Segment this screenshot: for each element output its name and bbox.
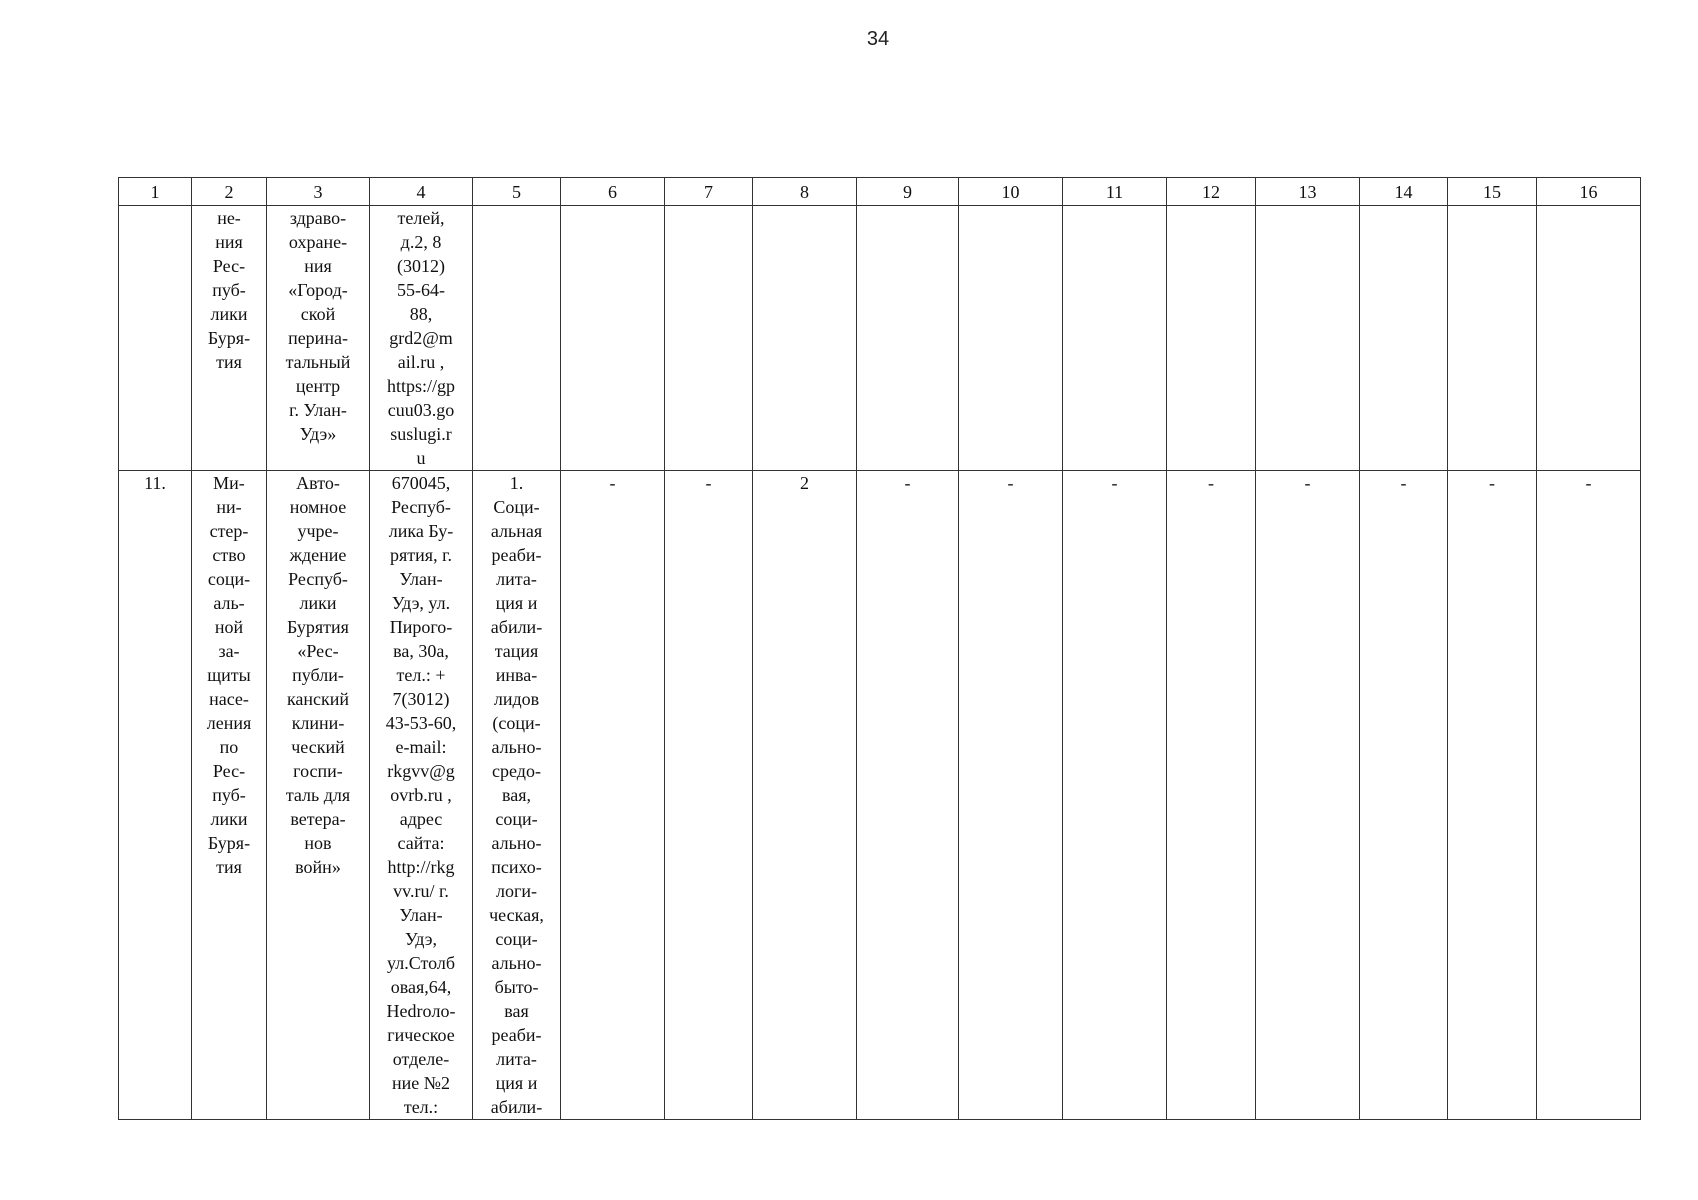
column-number-cell: 8 xyxy=(753,178,857,206)
column-number-cell: 7 xyxy=(665,178,753,206)
table-cell xyxy=(665,206,753,471)
table-cell: - xyxy=(857,471,959,1120)
table-cell xyxy=(1360,206,1448,471)
column-number-cell: 9 xyxy=(857,178,959,206)
page-number: 34 xyxy=(866,28,890,50)
table-cell xyxy=(1448,206,1537,471)
table-cell: - xyxy=(1167,471,1256,1120)
table-cell: - xyxy=(959,471,1063,1120)
column-number-cell: 13 xyxy=(1256,178,1360,206)
column-number-cell: 16 xyxy=(1537,178,1641,206)
table-cell: - xyxy=(1063,471,1167,1120)
column-number-cell: 6 xyxy=(561,178,665,206)
table-cell: 1. Соци- альная реаби- лита- ция и абили- тация инва- лидов (соци- ально- средо- вая, соци- ально- психо- логи- ческая, соци- ально- быто- вая реаби- лита- ция и абили- xyxy=(473,471,561,1120)
column-number-cell: 1 xyxy=(119,178,192,206)
table-cell: - xyxy=(1537,471,1641,1120)
table-header-row xyxy=(119,178,1641,206)
table-cell: - xyxy=(1360,471,1448,1120)
table-cell xyxy=(1063,206,1167,471)
table-row xyxy=(119,206,1641,471)
table-cell: 2 xyxy=(753,471,857,1120)
column-number-cell: 15 xyxy=(1448,178,1537,206)
table-cell xyxy=(959,206,1063,471)
table-cell: 11. xyxy=(119,471,192,1120)
column-number-cell: 10 xyxy=(959,178,1063,206)
table-cell xyxy=(473,206,561,471)
table-cell: Ми- ни- стер- ство соци- аль- ной за- щиты насе- ления по Рес- пуб- лики Буря- тия xyxy=(192,471,267,1120)
document-table xyxy=(118,177,1641,1120)
table-cell: Авто- номное учре- ждение Респуб- лики Бурятия «Рес- публи- канский клини- ческий госпи- таль для ветера- нов войн» xyxy=(267,471,370,1120)
table-cell: - xyxy=(1448,471,1537,1120)
table-cell xyxy=(119,206,192,471)
column-number-cell: 4 xyxy=(370,178,473,206)
table-cell: - xyxy=(665,471,753,1120)
table-cell: - xyxy=(561,471,665,1120)
column-number-cell: 5 xyxy=(473,178,561,206)
table-cell xyxy=(561,206,665,471)
column-number-cell: 12 xyxy=(1167,178,1256,206)
table-cell: здраво- охране- ния «Город- ской перина- тальный центр г. Улан- Удэ» xyxy=(267,206,370,471)
column-number-cell: 2 xyxy=(192,178,267,206)
table-row xyxy=(119,471,1641,1120)
column-number-cell: 14 xyxy=(1360,178,1448,206)
table-cell xyxy=(1537,206,1641,471)
table-cell xyxy=(1167,206,1256,471)
table-cell: не- ния Рес- пуб- лики Буря- тия xyxy=(192,206,267,471)
table-cell: 670045, Респуб- лика Бу- рятия, г. Улан- Удэ, ул. Пирого- ва, 30а, тел.: + 7(3012) 43-53-60, e-mail: rkgvv@g ovrb.ru , адрес сайта: http://rkg vv.ru/ г. Улан- Удэ, ул.Столб овая,64, Неdroло- гическое отделе- ние №2 тел.: xyxy=(370,471,473,1120)
table-cell: телей, д.2, 8 (3012) 55-64- 88, grd2@m ail.ru , https://gp cuu03.go suslugi.r u xyxy=(370,206,473,471)
column-number-cell: 3 xyxy=(267,178,370,206)
table-cell xyxy=(857,206,959,471)
table-cell: - xyxy=(1256,471,1360,1120)
table-cell xyxy=(1256,206,1360,471)
column-number-cell: 11 xyxy=(1063,178,1167,206)
table-cell xyxy=(753,206,857,471)
